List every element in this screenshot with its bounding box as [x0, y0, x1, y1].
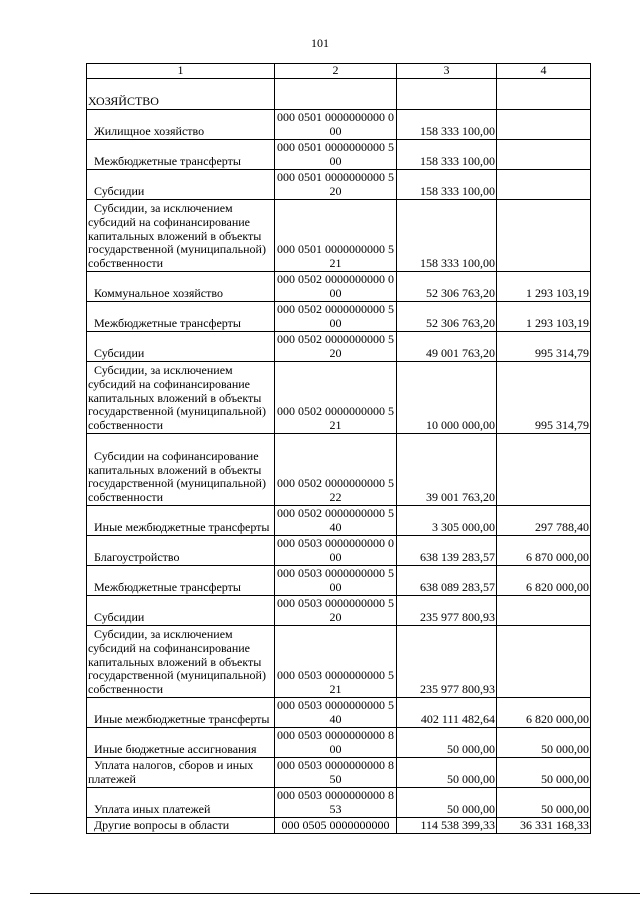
table-row [87, 434, 591, 506]
row-code: 000 0502 0000000000 540 [275, 506, 397, 536]
row-col3-value: 52 306 763,20 [397, 302, 497, 332]
row-code: 000 0501 0000000000 520 [275, 170, 397, 200]
row-name: Субсидии, за исключением субсидий на софинансирование капитальных вложений в объекты государственной (муниципальной) собственности [87, 362, 275, 434]
table-row [87, 788, 591, 818]
row-code: 000 0505 0000000000 [275, 818, 397, 834]
row-col4-value: 6 820 000,00 [497, 698, 591, 728]
row-name: Иные межбюджетные трансферты [87, 698, 275, 728]
row-col4-value [497, 434, 591, 506]
row-code: 000 0503 0000000000 853 [275, 788, 397, 818]
row-name: Межбюджетные трансферты [87, 140, 275, 170]
row-col3-value: 3 305 000,00 [397, 506, 497, 536]
page-number: 101 [311, 36, 329, 50]
row-col4-value: 995 314,79 [497, 362, 591, 434]
table-row [87, 170, 591, 200]
section-title: ХОЗЯЙСТВО [87, 79, 275, 110]
row-name: Субсидии, за исключением субсидий на софинансирование капитальных вложений в объекты государственной (муниципальной) собственности [87, 626, 275, 698]
row-code: 000 0502 0000000000 000 [275, 272, 397, 302]
row-col4-value [497, 140, 591, 170]
row-name: Уплата иных платежей [87, 788, 275, 818]
row-code: 000 0502 0000000000 500 [275, 302, 397, 332]
row-col4-value [497, 596, 591, 626]
row-name: Другие вопросы в области [87, 818, 275, 834]
row-code: 000 0503 0000000000 850 [275, 758, 397, 788]
row-col4-value: 50 000,00 [497, 788, 591, 818]
table-row [87, 140, 591, 170]
row-code: 000 0503 0000000000 540 [275, 698, 397, 728]
section-cell-4 [497, 79, 591, 110]
budget-table [86, 63, 591, 834]
row-col4-value: 995 314,79 [497, 332, 591, 362]
row-code: 000 0501 0000000000 500 [275, 140, 397, 170]
row-col3-value: 158 333 100,00 [397, 170, 497, 200]
row-name: Жилищное хозяйство [87, 110, 275, 140]
row-col4-value [497, 170, 591, 200]
row-name: Субсидии на софинансирование капитальных вложений в объекты государственной (муниципальной) собственности [87, 434, 275, 506]
table-row [87, 818, 591, 834]
row-name: Благоустройство [87, 536, 275, 566]
header-row [87, 64, 591, 79]
section-cell-2 [275, 79, 397, 110]
row-code: 000 0503 0000000000 500 [275, 566, 397, 596]
row-col3-value: 638 139 283,57 [397, 536, 497, 566]
table-row [87, 626, 591, 698]
row-name: Иные бюджетные ассигнования [87, 728, 275, 758]
row-code: 000 0503 0000000000 800 [275, 728, 397, 758]
row-name: Субсидии [87, 332, 275, 362]
table-row [87, 758, 591, 788]
row-col3-value: 235 977 800,93 [397, 626, 497, 698]
row-col4-value [497, 200, 591, 272]
table-row [87, 362, 591, 434]
row-code: 000 0502 0000000000 521 [275, 362, 397, 434]
table-row [87, 200, 591, 272]
table-row [87, 596, 591, 626]
page-bottom-rule [30, 893, 640, 894]
row-col4-value: 6 870 000,00 [497, 536, 591, 566]
header-col-3: 3 [397, 64, 497, 79]
row-code: 000 0502 0000000000 520 [275, 332, 397, 362]
row-col3-value: 49 001 763,20 [397, 332, 497, 362]
row-col3-value: 50 000,00 [397, 758, 497, 788]
row-col4-value: 36 331 168,33 [497, 818, 591, 834]
row-col3-value: 114 538 399,33 [397, 818, 497, 834]
row-col4-value: 1 293 103,19 [497, 302, 591, 332]
row-col3-value: 39 001 763,20 [397, 434, 497, 506]
row-code: 000 0503 0000000000 521 [275, 626, 397, 698]
row-col3-value: 158 333 100,00 [397, 140, 497, 170]
table-row [87, 728, 591, 758]
table-row [87, 566, 591, 596]
header-col-1: 1 [87, 64, 275, 79]
row-col3-value: 52 306 763,20 [397, 272, 497, 302]
row-code: 000 0503 0000000000 520 [275, 596, 397, 626]
row-name: Уплата налогов, сборов и иных платежей [87, 758, 275, 788]
row-col3-value: 235 977 800,93 [397, 596, 497, 626]
table-row [87, 506, 591, 536]
table-row [87, 110, 591, 140]
table-row [87, 536, 591, 566]
table-row [87, 302, 591, 332]
row-name: Межбюджетные трансферты [87, 566, 275, 596]
row-col4-value: 1 293 103,19 [497, 272, 591, 302]
row-col3-value: 10 000 000,00 [397, 362, 497, 434]
row-name: Субсидии, за исключением субсидий на софинансирование капитальных вложений в объекты государственной (муниципальной) собственности [87, 200, 275, 272]
row-col4-value: 297 788,40 [497, 506, 591, 536]
row-col4-value: 6 820 000,00 [497, 566, 591, 596]
row-col4-value [497, 110, 591, 140]
row-name: Межбюджетные трансферты [87, 302, 275, 332]
row-code: 000 0503 0000000000 000 [275, 536, 397, 566]
row-code: 000 0501 0000000000 000 [275, 110, 397, 140]
row-name: Коммунальное хозяйство [87, 272, 275, 302]
table-row [87, 332, 591, 362]
section-cell-3 [397, 79, 497, 110]
row-col4-value: 50 000,00 [497, 728, 591, 758]
row-name: Субсидии [87, 170, 275, 200]
row-col3-value: 50 000,00 [397, 788, 497, 818]
row-name: Иные межбюджетные трансферты [87, 506, 275, 536]
row-code: 000 0501 0000000000 521 [275, 200, 397, 272]
row-col3-value: 158 333 100,00 [397, 110, 497, 140]
row-col4-value [497, 626, 591, 698]
header-col-4: 4 [497, 64, 591, 79]
row-col3-value: 402 111 482,64 [397, 698, 497, 728]
section-row [87, 79, 591, 110]
row-name: Субсидии [87, 596, 275, 626]
header-col-2: 2 [275, 64, 397, 79]
row-col3-value: 158 333 100,00 [397, 200, 497, 272]
row-col3-value: 638 089 283,57 [397, 566, 497, 596]
row-col3-value: 50 000,00 [397, 728, 497, 758]
table-row [87, 272, 591, 302]
row-col4-value: 50 000,00 [497, 758, 591, 788]
row-code: 000 0502 0000000000 522 [275, 434, 397, 506]
table-row [87, 698, 591, 728]
